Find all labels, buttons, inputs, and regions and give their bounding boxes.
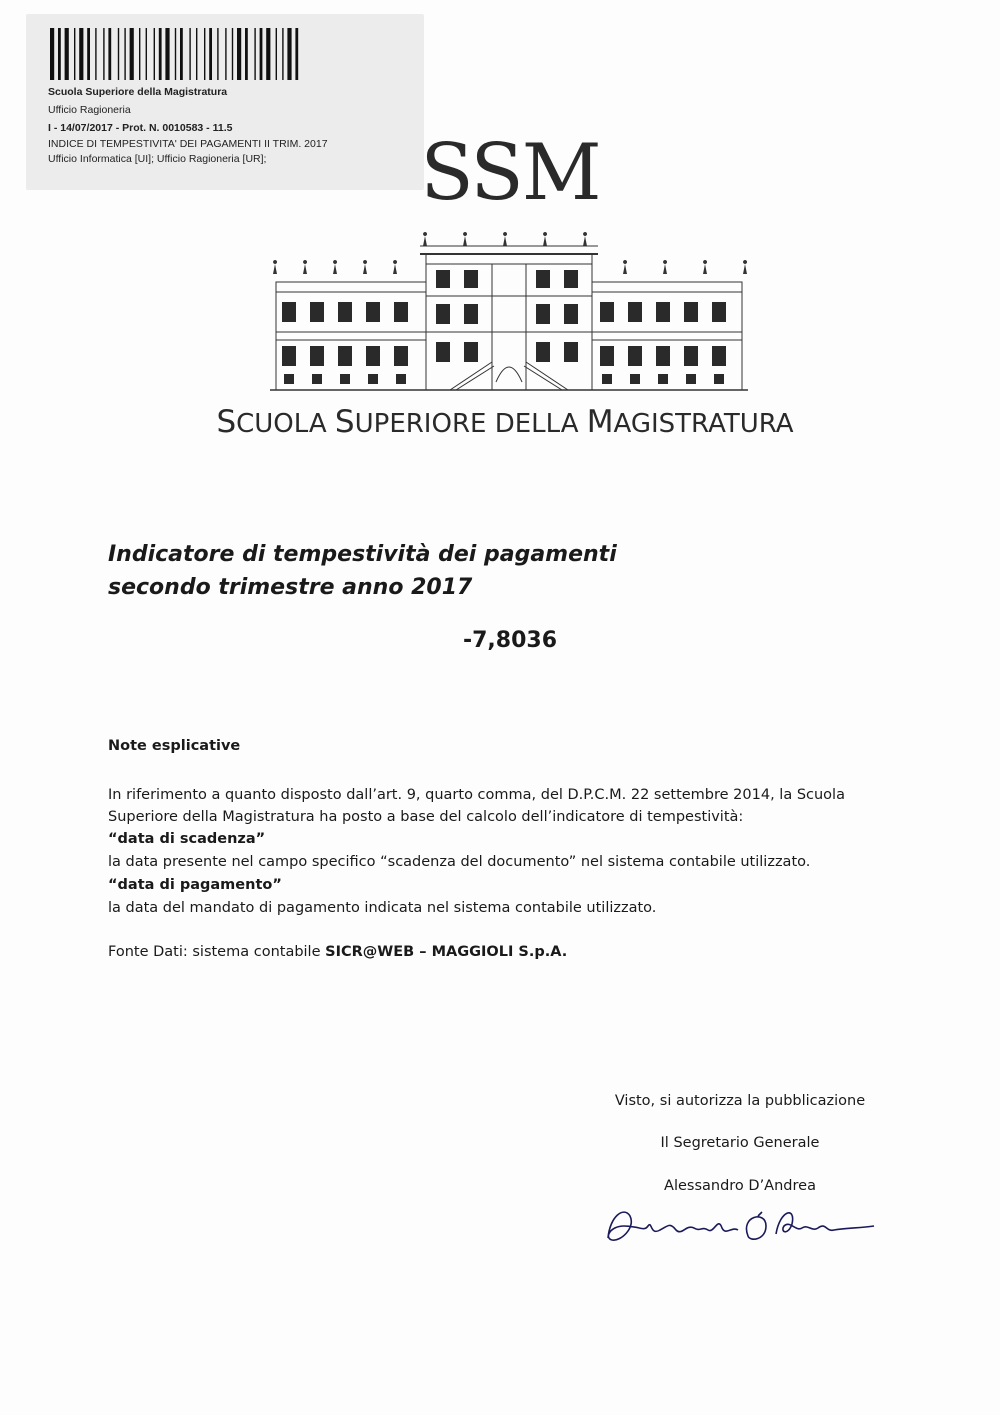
- barcode: [50, 24, 402, 94]
- school-name-part-1: CUOLA: [236, 409, 335, 439]
- document-title: [108, 538, 808, 604]
- notes-term-scadenza-desc: la data presente nel campo specifico “scadenza del documento” nel sistema contabile utilizzato.: [108, 854, 811, 870]
- notes-term-scadenza: “data di scadenza”: [108, 831, 266, 847]
- approval-text: Visto, si autorizza la pubblicazione: [614, 1093, 866, 1109]
- school-name-part-3: AGISTRATURA: [613, 409, 794, 439]
- source-value: SICR@WEB – MAGGIOLI S.p.A.: [325, 944, 568, 960]
- stamp-office: Ufficio Ragioneria: [48, 104, 131, 116]
- signatory-name: Alessandro D’Andrea: [664, 1178, 816, 1194]
- school-name-cap-1: S: [216, 404, 237, 440]
- protocol-stamp: [26, 14, 424, 190]
- notes-para1-line2: Superiore della Magistratura ha posto a base del calcolo dell’indicatore di tempestività:: [108, 809, 744, 825]
- notes-term-pagamento-desc: la data del mandato di pagamento indicata nel sistema contabile utilizzato.: [108, 900, 657, 916]
- logo-acronym: SSM: [420, 128, 600, 218]
- school-name-cap-3: M: [586, 404, 614, 440]
- notes-para1-line1: In riferimento a quanto disposto dall’art. 9, quarto comma, del D.P.C.M. 22 settembre 2014, la Scuola: [108, 787, 845, 803]
- stamp-protocol: I - 14/07/2017 - Prot. N. 0010583 - 11.5: [48, 122, 233, 134]
- notes-source: [108, 941, 913, 964]
- stamp-offices: Ufficio Informatica [UI]; Ufficio Ragioneria [UR];: [48, 153, 267, 165]
- school-name-part-2: UPERIORE DELLA: [354, 409, 587, 439]
- notes-heading: Note esplicative: [108, 738, 241, 754]
- stamp-institution: Scuola Superiore della Magistratura: [48, 86, 228, 98]
- handwritten-signature: [590, 1196, 880, 1256]
- source-label: Fonte Dati: sistema contabile: [108, 944, 326, 960]
- indicator-value: -7,8036: [462, 628, 558, 653]
- stamp-subject: INDICE DI TEMPESTIVITA' DEI PAGAMENTI II TRIM. 2017: [48, 138, 328, 150]
- school-name-cap-2: S: [334, 404, 355, 440]
- school-name: [200, 404, 810, 440]
- signatory-role: Il Segretario Generale: [660, 1135, 820, 1151]
- notes-term-pagamento: “data di pagamento”: [108, 877, 282, 893]
- title-line-1: Indicatore di tempestività dei pagamenti: [108, 542, 617, 567]
- title-line-2: secondo trimestre anno 2017: [108, 575, 473, 600]
- building-illustration: [270, 232, 748, 396]
